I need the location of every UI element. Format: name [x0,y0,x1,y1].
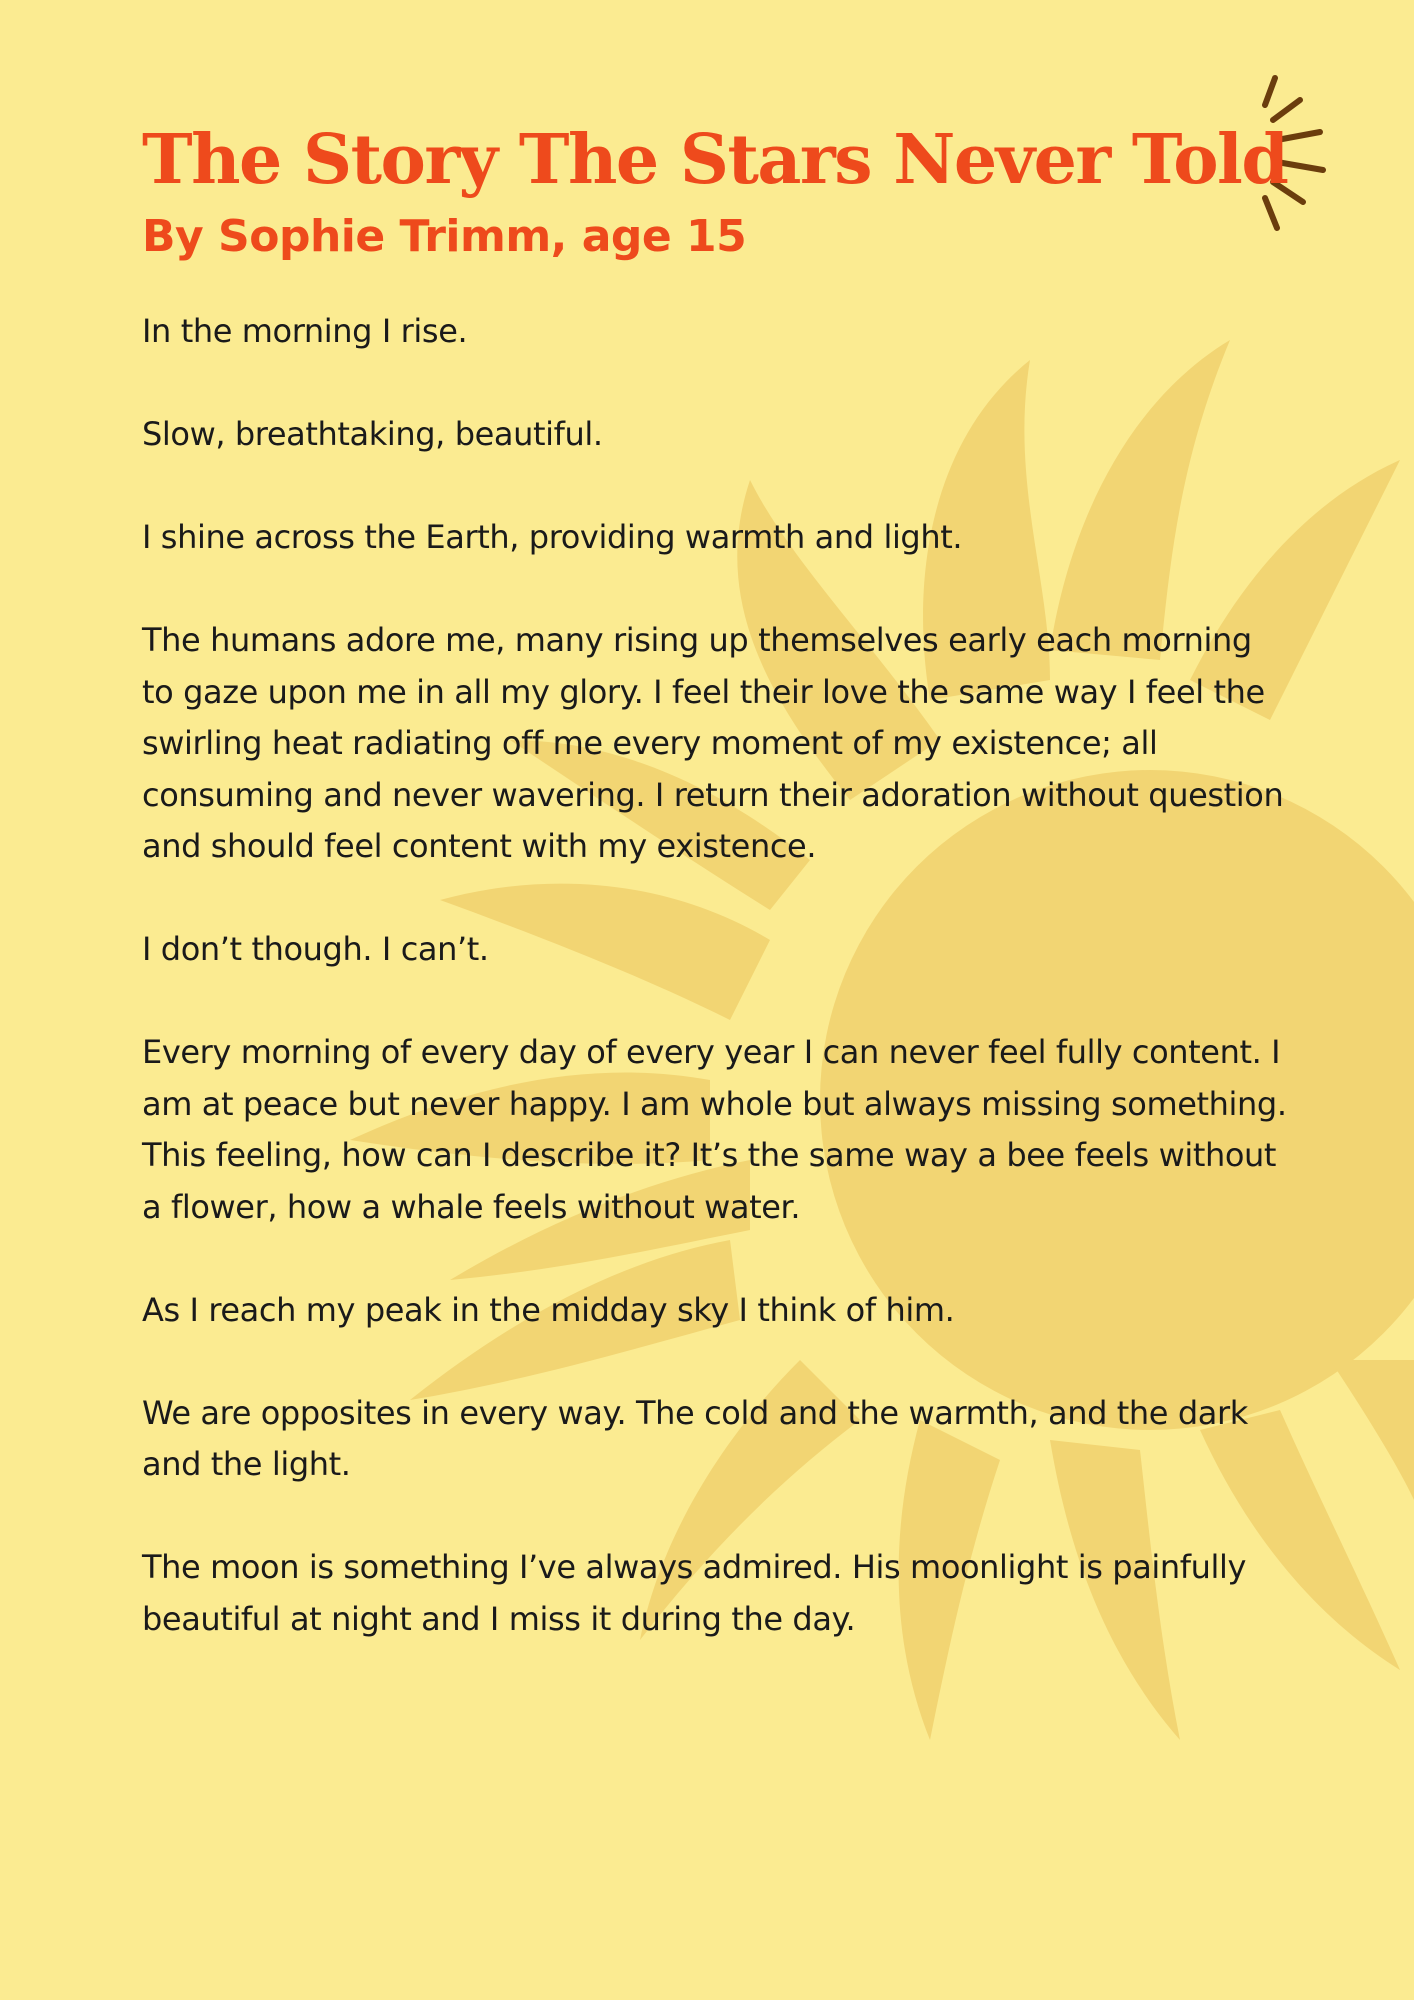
story-paragraph: I don’t though. I can’t. [142,930,489,968]
author-byline: By Sophie Trimm, age 15 [142,211,747,262]
story-paragraph: Every morning of every day of every year I can never feel fully content. I am at peace but never happy. I am whole but always missing something. This feeling, how can I describe it? It’s the same way a bee feels without a flower, how a whale feels without water. [142,1033,1287,1226]
story-title: The Story The Stars Never Told [142,120,1288,200]
story-paragraph: As I reach my peak in the midday sky I think of him. [142,1290,955,1329]
story-paragraph: The humans adore me, many rising up themselves early each morning to gaze upon me in all my glory. I feel their love the same way I feel the swirling heat radiating off me every moment of my existence; all consuming and never wavering. I return their adoration without question and should feel content with my existence. [142,621,1284,865]
story-body [142,306,1292,1645]
story-paragraph: I shine across the Earth, providing warmth and light. [142,518,963,556]
story-paragraph: We are opposites in every way. The cold and the warmth, and the dark and the light. [142,1393,1248,1483]
document-content [142,112,1292,1697]
story-paragraph: The moon is something I’ve always admired. His moonlight is painfully beautiful at night and I miss it during the day. [142,1548,1247,1638]
story-paragraph: In the morning I rise. [142,312,468,350]
story-paragraph: Slow, breathtaking, beautiful. [142,415,603,453]
